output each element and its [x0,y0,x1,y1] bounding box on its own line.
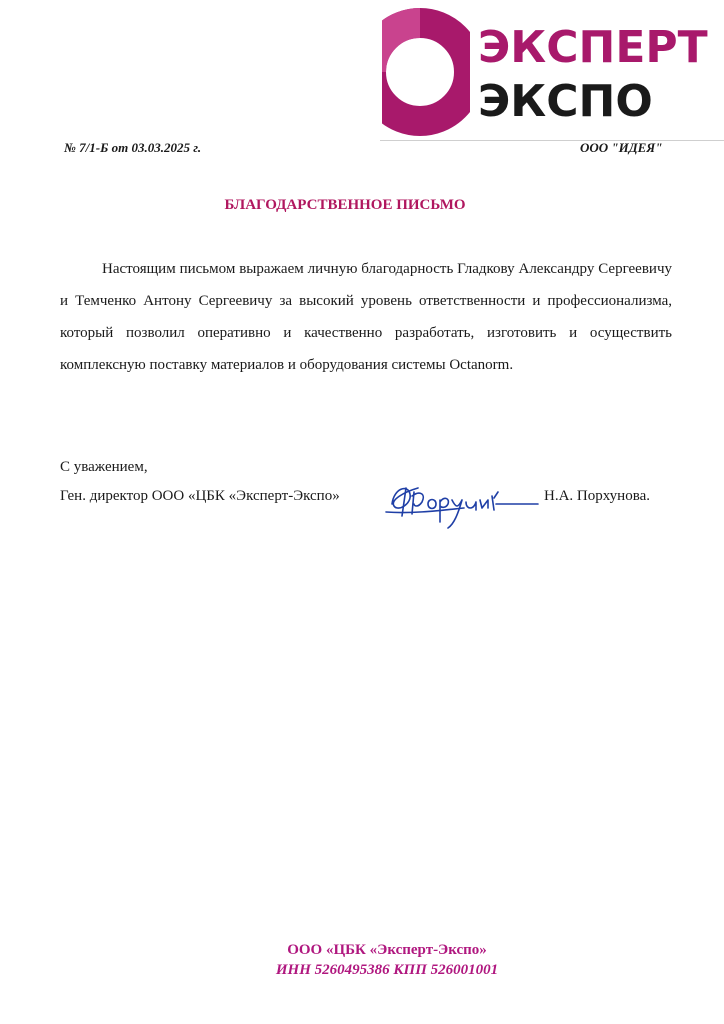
recipient: ООО "ИДЕЯ" [580,140,663,155]
footer-organization: ООО «ЦБК «Эксперт-Экспо» [287,942,487,958]
reference-number: № 7/1-Б от 03.03.2025 г. [64,140,202,155]
letter-title: БЛАГОДАРСТВЕННОЕ ПИСЬМО [224,197,466,213]
company-logo [380,4,724,141]
closing-phrase: С уважением, [60,459,148,475]
logo-ring-icon [380,4,470,140]
logo-text-line-1: ЭКСПЕРТ [478,22,708,73]
letter-body: Настоящим письмом выражаем личную благодарность Гладкову Александру Сергеевичу и Темченко Антону Сергеевичу за высокий уровень ответственности и профессионализма, который позволил оперативно и качественно разработать, изготовить и осуществить комплексную поставку материалов и оборудования системы Octanorm. [60,261,672,373]
signature-icon [384,474,544,534]
signer-name: Н.А. Порхунова. [544,488,650,504]
logo-text-line-2: ЭКСПО [478,76,653,127]
signer-title: Ген. директор ООО «ЦБК «Эксперт-Экспо» [60,488,340,504]
footer-tax-ids: ИНН 5260495386 КПП 526001001 [275,962,499,978]
